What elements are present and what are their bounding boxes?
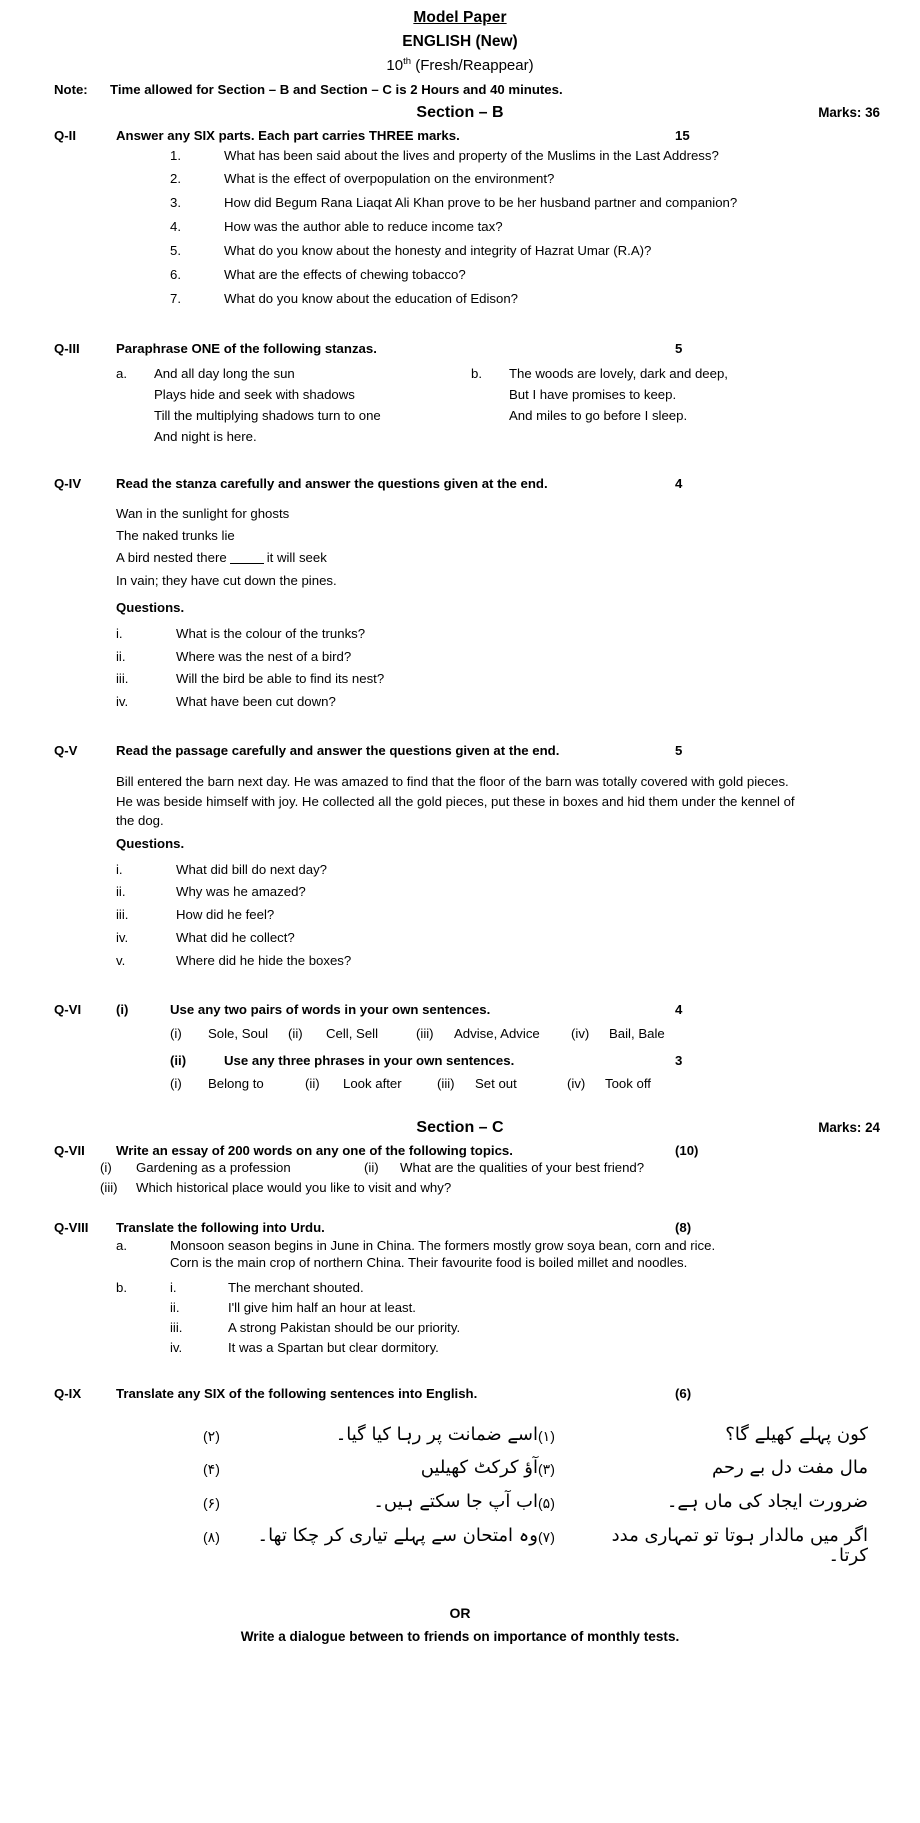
note-label: Note:	[54, 81, 88, 97]
q8-code: Q-VIII	[54, 1220, 89, 1236]
list-item	[0, 952, 920, 969]
note-text: Time allowed for Section – B and Section – C is 2 Hours and 40 minutes.	[110, 81, 563, 97]
option-number: (i)	[170, 1025, 182, 1041]
q4-code: Q-IV	[54, 476, 82, 492]
list-item	[0, 194, 920, 211]
question-q3-header	[0, 340, 920, 357]
urdu-row	[178, 1526, 868, 1567]
urdu-item-text: کون پہلے کھیلے گا؟	[725, 1423, 868, 1445]
item-text: Will the bird be able to find its nest?	[176, 671, 385, 687]
q7-topics-row-1	[0, 1159, 920, 1176]
urdu-cell-left	[203, 1526, 538, 1547]
stanza-b-lines	[509, 365, 728, 428]
urdu-item-text: آؤ کرکٹ کھیلیں	[420, 1457, 538, 1479]
list-item	[0, 290, 920, 307]
urdu-item-number: (۴)	[203, 1461, 220, 1478]
q8-part-a-text	[170, 1237, 790, 1272]
item-number: iii.	[170, 1320, 183, 1336]
q6-part-ii-label: (ii)	[170, 1053, 187, 1069]
q5-questions-heading: Questions.	[116, 836, 185, 852]
urdu-item-number: (۳)	[538, 1461, 555, 1478]
item-number: ii.	[170, 1300, 180, 1316]
topic-text: Which historical place would you like to visit and why?	[136, 1180, 452, 1196]
item-number: iv.	[116, 694, 129, 710]
item-text: How was the author able to reduce income tax?	[224, 219, 503, 235]
item-text: Why was he amazed?	[176, 884, 306, 900]
option-number: (ii)	[288, 1025, 303, 1041]
urdu-row	[178, 1458, 868, 1479]
item-number: i.	[116, 861, 123, 877]
item-text: What are the effects of chewing tobacco?	[224, 267, 466, 283]
list-item	[0, 693, 920, 710]
stanza-line: But I have promises to keep.	[509, 387, 677, 403]
q7-prompt: Write an essay of 200 words on any one of the following topics.	[116, 1142, 513, 1158]
option-number: (iv)	[567, 1076, 586, 1092]
question-q7-header	[0, 1142, 920, 1159]
item-text: How did Begum Rana Liaqat Ali Khan prove to be her husband partner and companion?	[224, 195, 738, 211]
q4-stanza-line-2: The naked trunks lie	[116, 527, 235, 543]
q9-urdu-sentence-grid	[0, 1425, 920, 1580]
stanza-line: The woods are lovely, dark and deep,	[509, 366, 728, 382]
q8-part-b-item	[0, 1299, 920, 1316]
stanza-a-lines	[154, 365, 381, 449]
item-number: 7.	[170, 291, 181, 307]
stanza-line: And all day long the sun	[154, 366, 295, 382]
urdu-cell-left	[203, 1425, 538, 1446]
stanza-line: Plays hide and seek with shadows	[154, 387, 355, 403]
section-b-title: Section – B	[416, 104, 504, 122]
q2-code: Q-II	[54, 128, 76, 144]
stanza-b	[471, 365, 728, 449]
topic-number: (ii)	[364, 1160, 379, 1176]
q7-marks: (10)	[675, 1142, 699, 1158]
q8-part-a	[0, 1237, 920, 1272]
question-q4-header	[0, 475, 920, 492]
q4-stanza-line-3	[0, 549, 920, 566]
word-pair-option	[416, 1025, 571, 1042]
part-label: b.	[116, 1280, 127, 1296]
word-pair-option	[571, 1025, 665, 1042]
stanza-b-label: b.	[471, 366, 482, 382]
q6-code: Q-VI	[54, 1002, 82, 1018]
urdu-item-number: (۶)	[203, 1494, 220, 1511]
grade-line	[0, 56, 920, 76]
list-item	[0, 929, 920, 946]
item-text: The merchant shouted.	[228, 1280, 364, 1296]
item-text: What did bill do next day?	[176, 861, 328, 877]
question-q6-part-i-header	[0, 1001, 920, 1018]
item-number: 5.	[170, 243, 181, 259]
urdu-item-number: (۸)	[203, 1528, 220, 1545]
topic-text: Gardening as a profession	[136, 1160, 291, 1176]
option-text: Set out	[475, 1076, 517, 1092]
option-number: (iii)	[437, 1076, 455, 1092]
word-pair-option	[170, 1025, 288, 1042]
list-item	[0, 266, 920, 283]
urdu-item-number: (۷)	[538, 1528, 555, 1545]
question-q5-header	[0, 742, 920, 759]
q4-prompt: Read the stanza carefully and answer the questions given at the end.	[116, 476, 548, 492]
q8-part-b-item	[0, 1319, 920, 1336]
urdu-cell-right	[538, 1425, 868, 1446]
item-number: ii.	[116, 884, 126, 900]
q9-marks: (6)	[675, 1386, 692, 1402]
question-q8-header	[0, 1219, 920, 1236]
phrase-option	[437, 1075, 567, 1092]
q9-prompt: Translate any SIX of the following sentences into English.	[116, 1386, 478, 1402]
topic-number: (iii)	[100, 1180, 118, 1196]
item-text: It was a Spartan but clear dormitory.	[228, 1340, 439, 1356]
list-item	[0, 147, 920, 164]
q8-part-b-item	[0, 1279, 920, 1296]
list-item	[0, 170, 920, 187]
list-item	[0, 861, 920, 878]
urdu-item-number: (۲)	[203, 1427, 220, 1444]
q2-item-list	[0, 147, 920, 308]
item-text: Where did he hide the boxes?	[176, 953, 352, 969]
q6-part-i-marks: 4	[675, 1002, 683, 1018]
urdu-item-number: (۵)	[538, 1494, 555, 1511]
option-text: Belong to	[208, 1076, 264, 1092]
page-title: Model Paper	[413, 9, 507, 26]
urdu-item-text: وہ امتحان سے پہلے تیاری کر چکا تھا۔	[257, 1524, 538, 1546]
urdu-item-text: اسے ضمانت پر رہا کیا گیا۔	[335, 1423, 538, 1445]
question-q2-header	[0, 127, 920, 144]
time-note	[0, 81, 920, 98]
word-pair-option	[288, 1025, 416, 1042]
list-item	[0, 625, 920, 642]
item-text: What have been cut down?	[176, 694, 336, 710]
q6-phrases	[0, 1075, 920, 1092]
item-text: What do you know about the honesty and integrity of Hazrat Umar (R.A)?	[224, 243, 652, 259]
grade-number: 10	[386, 56, 404, 74]
item-number: 3.	[170, 195, 181, 211]
q8-prompt: Translate the following into Urdu.	[116, 1220, 325, 1236]
option-number: (iii)	[416, 1025, 434, 1041]
urdu-item-text: مال مفت دل بے رحم	[712, 1457, 868, 1479]
item-number: ii.	[116, 648, 126, 664]
q4-stanza-line-3-post: it will seek	[266, 550, 327, 566]
urdu-item-text: ضرورت ایجاد کی ماں ہے۔	[666, 1490, 868, 1512]
fill-in-blank	[230, 563, 264, 564]
paper-header	[0, 8, 920, 76]
item-text: What did he collect?	[176, 930, 295, 946]
q6-part-i-prompt: Use any two pairs of words in your own sentences.	[170, 1002, 491, 1018]
item-number: i.	[170, 1280, 177, 1296]
stanza-a	[116, 365, 471, 449]
q5-passage: Bill entered the barn next day. He was amazed to find that the floor of the barn was totally covered with gold pieces. He was beside himself with joy. He collected all the gold pieces, put these in boxes and hid them under the kennel of the dog.	[116, 773, 795, 829]
section-c-header	[0, 1117, 920, 1139]
phrase-option	[567, 1075, 651, 1092]
item-text: A strong Pakistan should be our priority.	[228, 1320, 461, 1336]
item-number: iii.	[116, 671, 129, 687]
q5-code: Q-V	[54, 743, 78, 759]
item-number: 4.	[170, 219, 181, 235]
q7-topics-row-2	[0, 1179, 920, 1196]
urdu-cell-right	[538, 1492, 868, 1513]
phrase-option	[305, 1075, 437, 1092]
stanza-line: And miles to go before I sleep.	[509, 408, 688, 424]
list-item	[0, 883, 920, 900]
item-text: What has been said about the lives and property of the Muslims in the Last Address?	[224, 147, 719, 163]
stanza-line: And night is here.	[154, 429, 257, 445]
item-number: iv.	[116, 930, 129, 946]
grade-ordinal-suffix: th	[403, 55, 412, 67]
list-item	[0, 670, 920, 687]
section-c-title: Section – C	[416, 1118, 504, 1136]
q5-prompt: Read the passage carefully and answer the questions given at the end.	[116, 743, 560, 759]
or-separator: OR	[449, 1604, 471, 1621]
list-item	[0, 242, 920, 259]
option-text: Bail, Bale	[609, 1025, 665, 1041]
q3-code: Q-III	[54, 341, 80, 356]
urdu-cell-left	[203, 1458, 538, 1479]
q8-part-a-line-1: Monsoon season begins in June in China. The formers mostly grow soya bean, corn and rice.	[170, 1237, 716, 1253]
q4-stanza-line-3-pre: A bird nested there	[116, 550, 227, 566]
urdu-cell-right	[538, 1526, 868, 1567]
item-text: What is the effect of overpopulation on the environment?	[224, 171, 555, 187]
option-text: Look after	[343, 1076, 402, 1092]
item-number: iv.	[170, 1340, 183, 1356]
q8-part-b-item	[0, 1339, 920, 1356]
item-number: 2.	[170, 171, 181, 187]
q8-marks: (8)	[675, 1220, 692, 1236]
urdu-row	[178, 1425, 868, 1446]
topic-text: What are the qualities of your best friend?	[400, 1160, 645, 1176]
stanza-line: Till the multiplying shadows turn to one	[154, 408, 381, 424]
item-number: iii.	[116, 907, 129, 923]
item-text: I'll give him half an hour at least.	[228, 1300, 416, 1316]
urdu-cell-left	[203, 1492, 538, 1513]
grade-status: (Fresh/Reappear)	[415, 56, 534, 74]
option-number: (iv)	[571, 1025, 590, 1041]
q3-prompt: Paraphrase ONE of the following stanzas.	[116, 341, 377, 356]
urdu-row	[178, 1492, 868, 1513]
q4-marks: 4	[675, 476, 683, 492]
option-text: Sole, Soul	[208, 1025, 269, 1041]
q9-alternative-prompt: Write a dialogue between to friends on importance of monthly tests.	[240, 1629, 680, 1645]
urdu-item-number: (۱)	[538, 1427, 555, 1444]
item-number: 1.	[170, 147, 181, 163]
q4-stanza-line-1: Wan in the sunlight for ghosts	[116, 505, 290, 521]
option-number: (ii)	[305, 1076, 320, 1092]
q7-code: Q-VII	[54, 1142, 85, 1158]
q4-question-list	[0, 625, 920, 711]
list-item	[0, 648, 920, 665]
q4-stanza-line-4: In vain; they have cut down the pines.	[116, 572, 337, 588]
option-text: Cell, Sell	[326, 1025, 379, 1041]
list-item	[0, 906, 920, 923]
q2-prompt: Answer any SIX parts. Each part carries THREE marks.	[116, 128, 460, 144]
q6-part-ii-marks: 3	[675, 1053, 683, 1069]
q6-word-pairs	[0, 1025, 920, 1042]
q8-part-a-line-2: Corn is the main crop of northern China. Their favourite food is boiled millet and noodles.	[170, 1254, 688, 1270]
stanza-a-label: a.	[116, 366, 127, 382]
q5-question-list	[0, 861, 920, 970]
q3-marks: 5	[675, 341, 683, 356]
section-b-header	[0, 102, 920, 124]
urdu-cell-right	[538, 1458, 868, 1479]
phrase-option	[170, 1075, 305, 1092]
q3-stanzas	[0, 365, 920, 449]
subject-title: ENGLISH (New)	[402, 33, 518, 51]
item-number: v.	[116, 953, 126, 969]
question-q9-header	[0, 1385, 920, 1402]
urdu-item-text: اب آپ جا سکتے ہیں۔	[373, 1490, 538, 1512]
option-text: Took off	[605, 1076, 651, 1092]
option-text: Advise, Advice	[454, 1025, 540, 1041]
question-q6-part-ii-header	[0, 1052, 920, 1069]
q9-code: Q-IX	[54, 1386, 82, 1402]
urdu-item-text: اگر میں مالدار ہوتا تو تمہاری مدد کرتا۔	[611, 1524, 868, 1567]
section-c-marks: Marks: 24	[818, 1119, 880, 1135]
item-text: What is the colour of the trunks?	[176, 625, 366, 641]
q6-part-i-label: (i)	[116, 1002, 129, 1018]
item-text: How did he feel?	[176, 907, 275, 923]
item-number: i.	[116, 625, 123, 641]
option-number: (i)	[170, 1076, 182, 1092]
item-text: What do you know about the education of Edison?	[224, 291, 518, 307]
item-number: 6.	[170, 267, 181, 283]
list-item	[0, 218, 920, 235]
item-text: Where was the nest of a bird?	[176, 648, 352, 664]
q6-part-ii-prompt: Use any three phrases in your own sentences.	[224, 1053, 515, 1069]
topic-number: (i)	[100, 1160, 112, 1176]
section-b-marks: Marks: 36	[818, 105, 880, 121]
q4-questions-heading: Questions.	[116, 600, 185, 616]
q2-marks: 15	[675, 128, 690, 144]
q5-marks: 5	[675, 743, 683, 759]
part-label: a.	[116, 1237, 127, 1253]
